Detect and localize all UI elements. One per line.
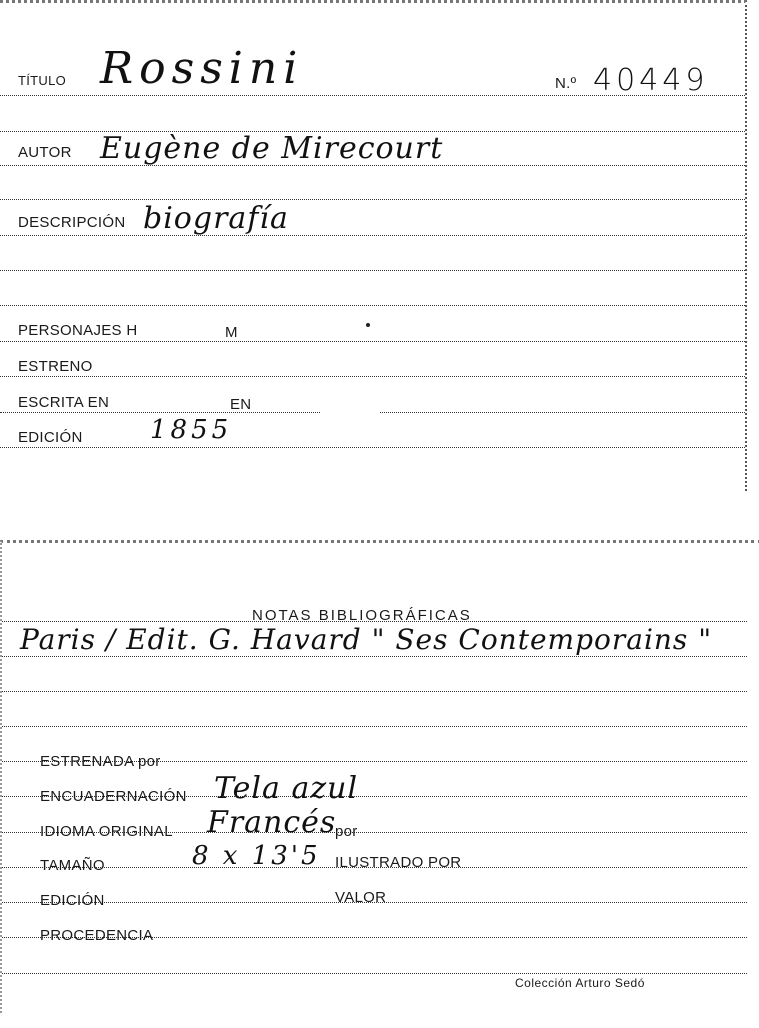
ilustrado-label: ILUSTRADO POR (335, 854, 462, 871)
rule-line (380, 412, 745, 413)
personajes-label: PERSONAJES H (18, 322, 138, 339)
descripcion-value: biografía (143, 201, 289, 236)
personajes-m-label: M (225, 324, 238, 341)
titulo-value: Rossini (100, 43, 304, 94)
rule-line (2, 973, 747, 974)
tamano-value: 8 x 13'5 (192, 841, 321, 871)
edicion-label: EDICIÓN (18, 429, 83, 446)
numero-value: 40449 (593, 63, 709, 98)
descripcion-label: DESCRIPCIÓN (18, 214, 126, 231)
encuadernacion-label: ENCUADERNACIÓN (40, 788, 187, 805)
escrita-label: ESCRITA EN (18, 394, 110, 411)
notas-value: Paris / Edit. G. Havard " Ses Contemporains " (20, 623, 713, 656)
idioma-value: Francés (207, 805, 337, 840)
rule-line (0, 235, 745, 236)
rule-line (0, 305, 745, 306)
titulo-label: TÍTULO (18, 73, 67, 88)
edicion-value: 1855 (150, 415, 233, 445)
rule-line (2, 656, 747, 657)
rule-line (2, 691, 747, 692)
catalog-card-front (0, 0, 747, 491)
rule-line (2, 726, 747, 727)
estreno-label: ESTRENO (18, 358, 93, 375)
tamano-label: TAMAÑO (40, 857, 105, 874)
idioma-por-label: por (335, 823, 358, 840)
numero-label: N.º (555, 75, 577, 92)
valor-label: VALOR (335, 889, 387, 906)
back-edicion-label: EDICIÓN (40, 892, 105, 909)
estrenada-label: ESTRENADA por (40, 753, 161, 770)
escrita-en-label: EN (230, 396, 252, 413)
rule-line (0, 199, 745, 200)
rule-line (0, 447, 745, 448)
rule-line (0, 341, 745, 342)
coleccion-label: Colección Arturo Sedó (515, 976, 645, 990)
catalog-card-back (0, 540, 759, 1013)
idioma-label: IDIOMA ORIGINAL (40, 823, 173, 840)
ink-dot (366, 323, 370, 327)
autor-value: Eugène de Mirecourt (100, 131, 444, 166)
notas-label: NOTAS BIBLIOGRÁFICAS (252, 607, 472, 624)
procedencia-label: PROCEDENCIA (40, 927, 154, 944)
encuadernacion-value: Tela azul (214, 771, 359, 806)
autor-label: AUTOR (18, 144, 72, 161)
rule-line (0, 376, 745, 377)
rule-line (0, 270, 745, 271)
rule-line (0, 412, 320, 413)
